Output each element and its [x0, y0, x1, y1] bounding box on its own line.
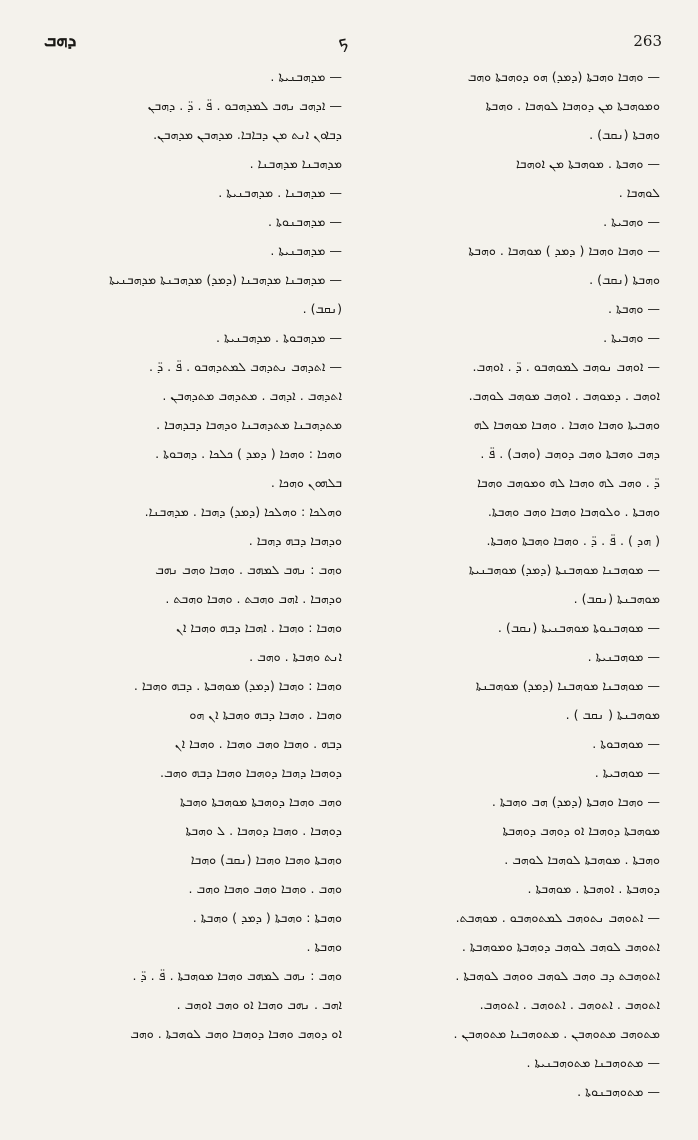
dictionary-line: ܡܬܕܗܒܢܐ ܡܬܕܗܒܢܐ ܘܕܗܒܐ ܕܒܕܗܒܐ . — [156, 417, 342, 432]
dictionary-line: — ܡܕܗܒܢܐ . ܡܕܗܒܢܝܬܐ . — [218, 185, 342, 200]
dictionary-line: ܐܬܘܗܒ ܠܘܗܒ ܠܘܗܒ ܕܘܗܒܬܐ ܘܡܘܗܒܬܐ . — [461, 939, 660, 954]
dictionary-line: ܘܗܒ ܘܗܒܐ ܕܘܗܒܬܐ ܡܘܗܒܬܐ ܘܗܒܬܐ — [180, 794, 342, 809]
dictionary-line: ܘܗܒ . ܘܗܒܐ ܘܗܒ ܘܗܒܐ ܘܗܒ . — [188, 881, 342, 896]
dictionary-line: — ܐܕܗܒ ܢܗܒ ܠܡܕܗܒܘ . ܦ̈ . ܕ̈ . ܕܗܒܢ — [147, 98, 342, 113]
dictionary-line: ܒܠܗܘܢ ܘܗܟܐ . — [270, 475, 342, 490]
dictionary-line: — ܘܗܒܐ ܘܗܒܐ ( ܕܡܕ ) ܡܘܗܒܐ . ܘܗܒܬܐ — [468, 243, 660, 258]
dictionary-line: — ܡܘܗܒܢܐ ܡܘܗܒܢܬܐ (ܕܡܕ) ܡܘܗܒܢܝܬܐ — [468, 562, 660, 577]
dictionary-line: ܘܗܒܐ : ܘܗܒܐ . ܐܗܒܐ ܕܒܗ ܘܗܒܐ ܐܢ — [176, 620, 342, 635]
dictionary-line: ܘܗܠܟܐ : ܘܗܠܟܐ (ܕܡܕ) ܕܗܒܐ . ܡܕܗܒܢܐ. — [144, 504, 342, 519]
dictionary-line: ܐܬܘܗܒ . ܐܬܘܗܒ . ܐܬܘܗܒ . ܐܬܘܗܒ. — [479, 997, 660, 1012]
dictionary-line: ܘܗܒܬܐ . ܘܠܘܗܒܐ ܘܗܒܐ ܘܗܒ ܘܗܒܬܐ. — [487, 504, 660, 519]
dictionary-line: ܘܗܒܐ : ܘܗܒܐ (ܕܡܕ) ܡܘܗܒܬܐ . ܕܒܗ ܘܗܒܐ . — [133, 678, 342, 693]
dictionary-line: ܘܕܗܒܐ ܕܒܗ ܕܗܒܐ . — [248, 533, 342, 548]
dictionary-line: — ܘܗܒܐ ܘܗܒܬܐ (ܕܡܕ) ܗܘ ܕܘܗܒܬܐ ܘܗܒ — [467, 69, 660, 84]
dictionary-line: ܘܗܒܬܐ (ܢܩܒ) . — [589, 272, 660, 287]
dictionary-line: ܘܗܒܬܐ (ܢܩܒ) . — [589, 127, 660, 142]
dictionary-line: — ܘܗܒܝܬܐ . — [603, 214, 660, 229]
running-head-letter: ܟ — [338, 28, 349, 52]
dictionary-line: — ܐܘܗܒ ܢܘܗܒ ܠܡܘܗܒܘ . ܕ̈ . ܐܘܗܒ. — [472, 359, 660, 374]
dictionary-line: — ܘܗܒܝܬܐ . — [603, 330, 660, 345]
running-head-word: ܕܗܒ — [44, 30, 77, 51]
dictionary-line: — ܡܘܗܒܘܬܐ . — [592, 736, 660, 751]
dictionary-line: ( ܗܕ ) . ܦ̈ . ܕ̈ . ܘܗܒܐ ܘܗܒܬܐ ܘܗܒܬܐ. — [486, 533, 660, 548]
dictionary-line: — ܡܘܗܒܢܘܬܐ ܡܘܗܒܢܝܬܐ (ܢܩܒ) . — [497, 620, 660, 635]
dictionary-line: ܘܕܗܒܐ . ܐܗܒ ܘܗܒܬ . ܘܗܒܐ ܘܗܒܬ . — [165, 591, 342, 606]
dictionary-line: — ܡܘܗܒܢܝܬܐ . — [587, 649, 660, 664]
dictionary-line: (ܢܩܒ) . — [302, 301, 342, 316]
dictionary-line: ܘܗܒ : ܢܗܒ ܠܡܗܒ ܘܗܒܐ ܡܘܗܒܬܐ . ܦ̈ . ܕ̈ . — [132, 968, 342, 983]
dictionary-line: ܕܒܗ . ܘܗܒܐ ܘܗܒ ܘܗܒܐ . ܘܗܒܐ ܐܢ — [174, 736, 342, 751]
dictionary-line: ܡܘܗܒܬܐ ܕܘܗܒܐ ܐܘ ܕܘܗܒ ܕܘܗܒܬܐ — [502, 823, 660, 838]
dictionary-line: ܕܘܗܒܬܐ . ܐܘܗܒܬܐ . ܡܘܗܒܬܐ . — [527, 881, 660, 896]
dictionary-line: ܕ̈ . ܘܗܒ ܠܗ ܘܗܒܐ ܠܗ ܘܡܘܗܒ ܘܗܒܐ — [477, 475, 660, 490]
dictionary-line: ܐܘܗܒ . ܕܡܘܗܒ . ܐܘܗܒ ܡܘܗܒ ܠܘܗܒ. — [468, 388, 660, 403]
dictionary-line: ܡܕܗܒܢܐ ܡܕܗܒܢܐ . — [249, 156, 342, 171]
dictionary-line: ܐܢܬ ܘܗܒܬܐ . ܘܗܒ . — [249, 649, 342, 664]
left-column — [38, 62, 342, 1048]
dictionary-line: ܘܡܘܗܒܬܐ ܡܢ ܕܘܗܒܐ ܠܘܗܒܐ . ܘܗܒܬܐ — [485, 98, 660, 113]
dictionary-line: — ܡܕܗܒܘܬܐ . ܡܕܗܒܢܝܬܐ . — [216, 330, 342, 345]
dictionary-line: ܕܗܒ ܘܗܒܬܐ ܘܗܒ ܕܘܗܒ (ܘܗܒ) . ܦ̈ . — [480, 446, 660, 461]
dictionary-line: — ܡܘܗܒܝܬܐ . — [594, 765, 660, 780]
dictionary-line: ܘܗܒܐ . ܘܗܒܐ ܕܒܗ ܘܗܒܬܐ ܐܢ ܗܘ — [189, 707, 342, 722]
dictionary-line: ܐܬܘܗܒܬ ܕܒ ܘܗܒ ܠܘܗܒ ܘܘܗܒ ܠܘܗܒܬܐ . — [455, 968, 660, 983]
dictionary-line: — ܐܬܘܗܒ ܢܬܘܗܒ ܠܡܬܘܗܒܘ . ܡܘܗܒܬ. — [455, 910, 660, 925]
right-column — [356, 62, 660, 1106]
dictionary-line: — ܘܗܒܐ ܘܗܒܬܐ (ܕܡܕ) ܗܒ ܘܗܒܬܐ . — [491, 794, 660, 809]
dictionary-line: ܘܗܒܬܐ . ܡܘܗܒܬܐ ܠܘܗܒܐ ܠܘܗܒ . — [504, 852, 660, 867]
dictionary-line: ܘܗܒܬܐ : ܘܗܒܬܐ ( ܕܡܕ ) ܘܗܒܬܐ . — [192, 910, 342, 925]
dictionary-line: ܐܗܒ . ܢܗܒ ܘܗܒܐ ܐܘ ܘܗܒ ܐܘܗܒ . — [176, 997, 342, 1012]
dictionary-line: — ܡܬܘܗܒܢܘܬܐ . — [577, 1084, 660, 1099]
dictionary-line: ܐܬܕܗܒ . ܐܕܗܒ . ܡܬܕܗܒ ܡܬܕܗܒܢ . — [162, 388, 342, 403]
dictionary-line: ܘܗܒܝܬܐ ܘܗܒܐ ܘܗܒܐ . ܘܗܒܐ ܡܘܗܒܐ ܠܗ — [473, 417, 660, 432]
dictionary-line: ܕܒܐܘܢ ܐܢܬ ܡܢ ܕܒܐܒܐ. ܡܕܗܒܢ ܡܕܗܒܢ. — [153, 127, 342, 142]
dictionary-line: ܕܘܗܒܐ . ܘܗܒܐ ܕܘܗܒܐ . ܠ ܘܗܒܬܐ — [185, 823, 342, 838]
dictionary-line: ܡܘܗܒܢܬܐ ( ܢܩܒ ) . — [565, 707, 660, 722]
dictionary-line: — ܘܗܒܬܐ . ܡܘܗܒܬܐ ܡܢ ܐܘܗܒܐ — [516, 156, 660, 171]
dictionary-line: ܠܘܗܒܐ . — [618, 185, 660, 200]
dictionary-line: — ܡܕܗܒܢܝܬܐ . — [270, 69, 342, 84]
dictionary-line: — ܡܕܗܒܢܝܬܐ . — [270, 243, 342, 258]
dictionary-line: ܘܗܟܐ : ܘܗܟܐ ( ܕܡܕ ) ܟܠܟܐ . ܕܗܒܘܬܐ . — [155, 446, 342, 461]
dictionary-line: — ܐܬܕܗܒ ܢܬܕܗܒ ܠܡܬܕܗܒܘ . ܦ̈ . ܕ̈ . — [148, 359, 342, 374]
dictionary-line: — ܡܬܘܗܒܢܐ ܡܬܘܗܒܢܝܬܐ . — [526, 1055, 660, 1070]
dictionary-line: — ܡܕܗܒܢܘܬܐ . — [267, 214, 342, 229]
dictionary-line: ܘܗܒܬܐ ܘܗܒܐ ܘܗܒܐ (ܢܩܒ) ܘܗܒܐ — [190, 852, 342, 867]
dictionary-line: — ܡܕܗܒܢܐ ܡܕܗܒܢܐ (ܕܡܕ) ܡܕܗܒܢܬܐ ܡܕܗܒܢܝܬܐ — [109, 272, 342, 287]
dictionary-line: ܘܗܒܬܐ . — [306, 939, 342, 954]
dictionary-line: ܡܘܗܒܢܬܐ (ܢܩܒ) . — [573, 591, 660, 606]
dictionary-line: — ܘܗܒܬܐ . — [607, 301, 660, 316]
dictionary-line: ܐܘ ܕܘܗܒ ܘܗܒܐ ܕܘܗܒܐ ܘܗܒ ܠܘܗܒܬܐ . ܘܗܒ — [130, 1026, 342, 1041]
dictionary-line: ܕܘܗܒܐ ܕܗܒܐ ܕܘܗܒܐ ܘܗܒܐ ܕܒܗ ܘܗܒ. — [160, 765, 342, 780]
dictionary-line: ܘܗܒ : ܢܗܒ ܠܡܗܒ . ܘܗܒܐ ܘܗܒ ܢܗܒ — [155, 562, 342, 577]
dictionary-line: ܡܬܘܗܒ ܡܬܘܗܒܢ . ܡܬܘܗܒܢܐ ܡܬܘܗܒܢ . — [453, 1026, 660, 1041]
dictionary-line: — ܡܘܗܒܢܐ ܡܘܗܒܢܐ (ܕܡܕ) ܡܘܗܒܢܬܐ — [475, 678, 660, 693]
page-number: 263 — [633, 32, 662, 50]
